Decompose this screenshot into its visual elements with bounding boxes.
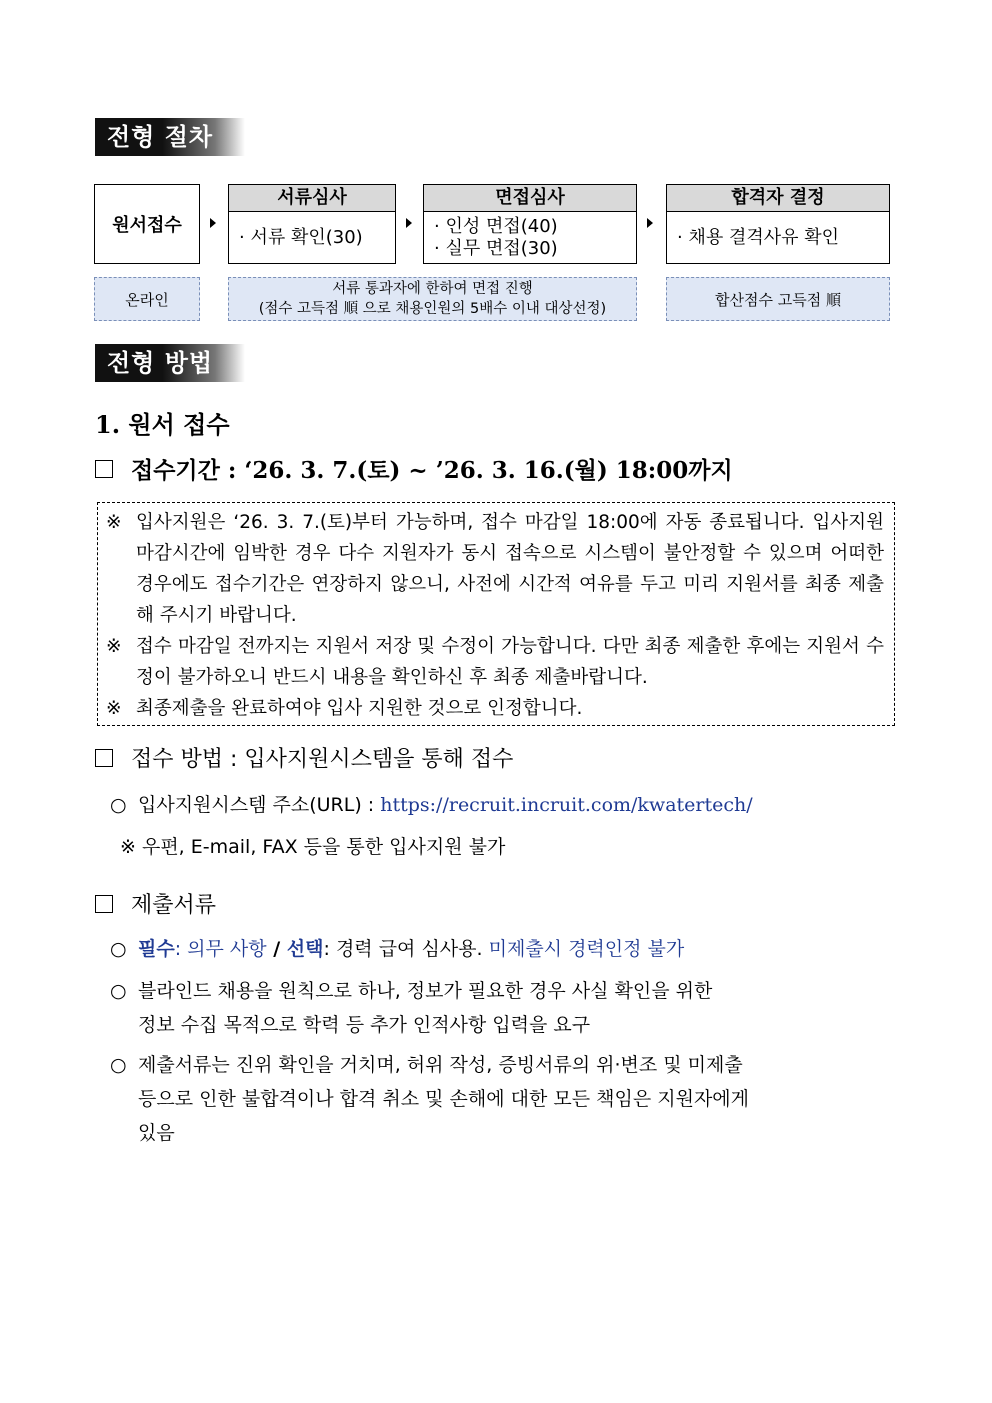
mail-note: ※ 우편, E-mail, FAX 등을 통한 입사지원 불가 [120,836,506,858]
docs-blind-item [110,974,712,1042]
bullet-icon: ○ [110,980,127,1002]
step-final-item: · 채용 결격사유 확인 [677,227,839,248]
step-document-title: 서류심사 [229,185,395,212]
notice-item [106,631,884,693]
step-document-review [228,184,396,264]
url-line [110,788,753,822]
arrow-icon [406,218,412,228]
note-online-text: 온라인 [125,290,169,309]
notice-text: 접수 마감일 전까지는 지원서 저장 및 수정이 가능합니다. 다만 최종 제출한 후에는 지원서 수정이 불가하오니 반드시 내용을 확인하신 후 최종 제출바랍니다. [136,636,884,688]
docs-text: 제출서류는 진위 확인을 거치며, 허위 작성, 증빙서류의 위·변조 및 미제출 [138,1054,743,1076]
docs-text: 블라인드 채용을 원칙으로 하나, 정보가 필요한 경우 사실 확인을 위한 [138,980,713,1002]
required-text: : 의무 사항 [174,938,267,960]
slash: / [266,938,287,960]
note-interview-line: 서류 통과자에 한하여 면접 진행 [332,281,533,297]
period-line [95,452,733,485]
step-final-title: 합격자 결정 [667,185,889,212]
step-interview-item: · 실무 면접(30) [434,238,558,259]
step-final-decision [666,184,890,264]
checkbox-icon [95,460,113,478]
note-final-text: 합산점수 고득점 順 [715,290,841,309]
reference-mark: ※ [106,636,122,657]
notice-item [106,693,884,724]
method-line [95,742,513,773]
notice-item [106,507,884,631]
note-interview-line: (점수 고득점 順 으로 채용인원의 5배수 이내 대상선정) [258,301,607,317]
step-document-item: · 서류 확인(30) [239,227,363,248]
docs-verify-item [110,1048,749,1150]
period-text: 접수기간 : ‘26. 3. 7.(토) ~ ’26. 3. 16.(월) 18:00까지 [131,457,733,484]
reference-mark: ※ [106,698,122,719]
step-application [94,184,200,264]
bullet-icon: ○ [110,938,127,960]
optional-text: : 경력 급여 심사용. [323,938,483,960]
note-interview [228,277,637,321]
step-interview [423,184,637,264]
required-label: 필수 [138,938,175,960]
checkbox-icon [95,749,113,767]
note-online [94,277,200,321]
optional-label: 선택 [286,938,324,960]
docs-text: 등으로 인한 불합격이나 합격 취소 및 손해에 대한 모든 책임은 지원자에게 [138,1088,750,1110]
docs-text: 있음 [138,1122,175,1144]
step-interview-title: 면접심사 [424,185,636,212]
docs-required-line [110,932,684,966]
step-interview-item: · 인성 면접(40) [434,216,558,237]
bullet-icon: ○ [110,1054,127,1076]
arrow-icon [210,218,216,228]
section-title-application: 1. 원서 접수 [95,410,230,439]
checkbox-icon [95,895,113,913]
method-text: 접수 방법 : 입사지원시스템을 통해 접수 [131,747,514,772]
docs-header: 제출서류 [131,893,217,918]
notice-text: 입사지원은 ‘26. 3. 7.(토)부터 가능하며, 접수 마감일 18:00에 자동 종료됩니다. 입사지원 마감시간에 임박한 경우 다수 지원자가 동시 접속으로 시스템이 불안정할 수 있으며 어떠한 경우에도 접수기간은 연장하지 않으니, 사전에 시간적 여유를 두고 미리 지원서를 최종 제출해 주시기 바랍니다. [136,512,884,626]
notice-text: 최종제출을 완료하여야 입사 지원한 것으로 인정합니다. [136,698,583,719]
url-label: 입사지원시스템 주소(URL) : [138,794,375,816]
bullet-icon: ○ [110,794,127,816]
docs-line [95,888,216,919]
section-header-process: 전형 절차 [95,118,245,156]
notice-box [97,502,895,726]
section-header-method: 전형 방법 [95,344,245,382]
reference-mark: ※ [106,512,122,533]
optional-warning: 미제출시 경력인정 불가 [488,938,685,960]
docs-text: 정보 수집 목적으로 학력 등 추가 인적사항 입력을 요구 [138,1014,591,1036]
step-application-title: 원서접수 [112,215,182,236]
note-final [666,277,890,321]
recruit-url-link[interactable]: https://recruit.incruit.com/kwatertech/ [380,794,753,816]
arrow-icon [647,218,653,228]
